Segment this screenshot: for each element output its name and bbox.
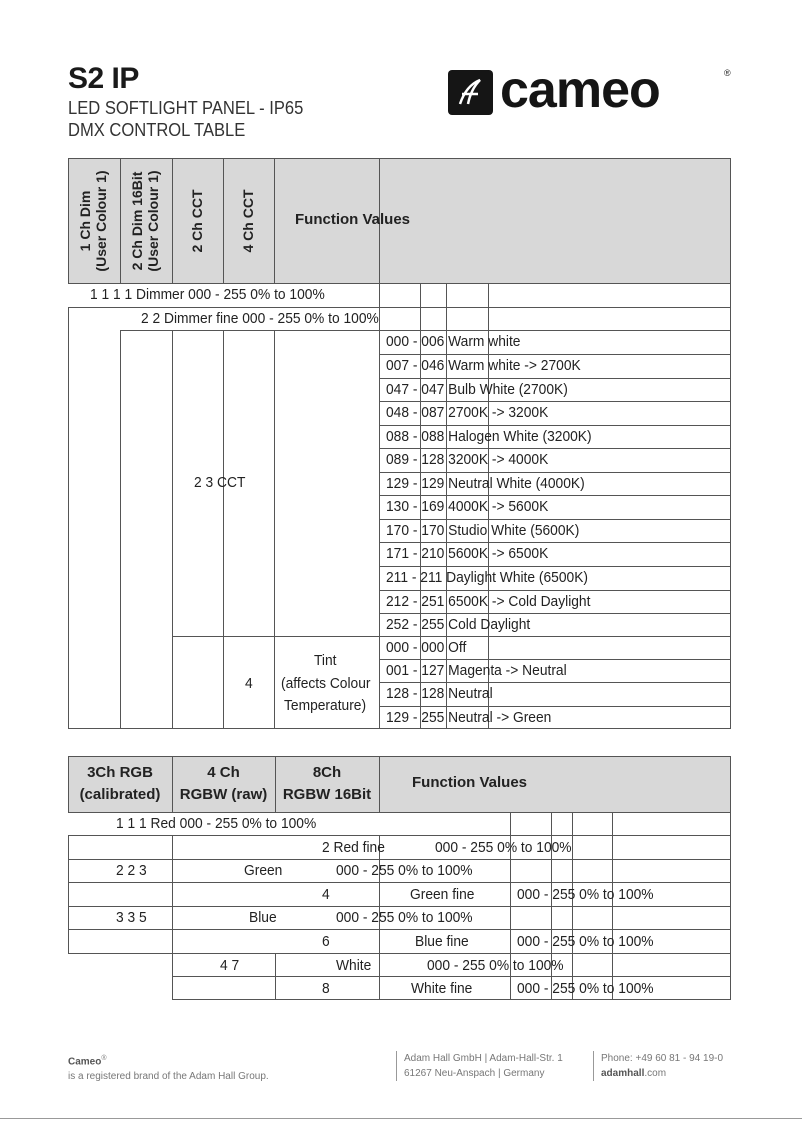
row-green-fine-range: 000 - 255 0% to 100% <box>517 886 654 903</box>
row-blue-range: 000 - 255 0% to 100% <box>336 909 473 926</box>
header-4ch-rgbw: 4 Ch RGBW (raw) <box>179 764 268 803</box>
logo-wordmark: cameo <box>500 61 660 119</box>
cct-value-row: 252 - 255 Cold Daylight <box>386 616 531 633</box>
footer-phone: Phone: +49 60 81 - 94 19-0 <box>601 1053 724 1064</box>
cct-value-row: 212 - 251 6500K -> Cold Daylight <box>386 593 591 610</box>
cct-value-row: 089 - 128 3200K -> 4000K <box>386 451 549 468</box>
cct-value-row: 130 - 169 4000K -> 5600K <box>386 498 549 515</box>
header-2ch-dim-16bit: 2 Ch Dim 16Bit (User Colour 1) <box>129 170 161 272</box>
tint-value-row: 000 - 000 Off <box>386 639 467 656</box>
row-red-fine-channel: 2 Red fine <box>322 839 385 856</box>
row-dimmer-fine: 2 2 Dimmer fine 000 - 255 0% to 100% <box>141 310 379 327</box>
table-subtitle: DMX CONTROL TABLE <box>68 120 246 140</box>
row-green-fine-name: Green fine <box>410 886 475 903</box>
tint-value-row: 129 - 255 Neutral -> Green <box>386 709 552 726</box>
cct-channel-label: 2 3 CCT <box>194 474 246 491</box>
logo-mark-icon <box>448 70 493 115</box>
footer-address-line-2: 61267 Neu-Anspach | Germany <box>404 1068 545 1079</box>
row-red-fine-range: 000 - 255 0% to 100% <box>435 839 572 856</box>
footer-address <box>404 1051 563 1081</box>
footer-brand-reg: ® <box>101 1055 107 1062</box>
row-white-name: White <box>336 957 372 974</box>
footer-website[interactable]: adamhall.com <box>601 1068 667 1079</box>
cct-value-row: 000 - 006 Warm white <box>386 333 521 350</box>
product-subtitle: LED SOFTLIGHT PANEL - IP65 <box>68 98 304 118</box>
row-white-range: 000 - 255 0% to 100% <box>427 957 564 974</box>
cct-value-row: 129 - 129 Neutral White (4000K) <box>386 475 585 492</box>
header-8ch-rgbw-16bit: 8Ch RGBW 16Bit <box>282 764 372 803</box>
row-blue-fine-range: 000 - 255 0% to 100% <box>517 933 654 950</box>
header-4ch-cct: 4 Ch CCT <box>240 189 256 253</box>
header-3ch-rgb: 3Ch RGB (calibrated) <box>79 764 161 803</box>
cct-value-row: 170 - 170 Studio White (5600K) <box>386 522 580 539</box>
header-2ch-cct: 2 Ch CCT <box>189 189 205 253</box>
row-blue-fine-channel: 6 <box>322 933 330 950</box>
row-green-channels: 2 2 3 <box>116 862 147 879</box>
cct-value-row: 211 - 211 Daylight White (6500K) <box>386 569 588 586</box>
row-white-fine-channel: 8 <box>322 980 330 997</box>
tint-label-note-2: Temperature) <box>284 697 367 714</box>
cct-value-row: 171 - 210 5600K -> 6500K <box>386 545 549 562</box>
cct-value-row: 047 - 047 Bulb White (2700K) <box>386 381 568 398</box>
cct-value-row: 007 - 046 Warm white -> 2700K <box>386 357 581 374</box>
cct-value-row: 048 - 087 2700K -> 3200K <box>386 404 549 421</box>
footer-brand-name: Cameo <box>68 1056 102 1068</box>
row-green-fine-channel: 4 <box>322 886 330 903</box>
header-function-values-2: Function Values <box>412 774 528 791</box>
row-white-channels: 4 7 <box>220 957 240 974</box>
row-blue-channels: 3 3 5 <box>116 909 147 926</box>
cct-value-row: 088 - 088 Halogen White (3200K) <box>386 428 592 445</box>
header-function-values: Function Values <box>295 211 411 228</box>
cameo-logo <box>448 61 738 119</box>
tint-value-row: 001 - 127 Magenta -> Neutral <box>386 662 567 679</box>
tint-label-note: (affects Colour <box>281 675 371 692</box>
row-blue-name: Blue <box>249 909 277 926</box>
row-green-name: Green <box>244 862 283 879</box>
tint-label: Tint <box>314 652 337 669</box>
footer-brand <box>68 1051 269 1084</box>
row-red: 1 1 1 Red 000 - 255 0% to 100% <box>116 815 317 832</box>
footer-brand-line: is a registered brand of the Adam Hall Group. <box>68 1071 269 1083</box>
logo-registered-mark: ® <box>724 68 731 78</box>
row-blue-fine-name: Blue fine <box>415 933 469 950</box>
tint-channel-number: 4 <box>245 675 253 692</box>
row-white-fine-range: 000 - 255 0% to 100% <box>517 980 654 997</box>
footer-address-line-1: Adam Hall GmbH | Adam-Hall-Str. 1 <box>404 1053 563 1064</box>
header-1ch-dim: 1 Ch Dim (User Colour 1) <box>77 170 109 272</box>
row-dimmer: 1 1 1 1 Dimmer 000 - 255 0% to 100% <box>90 286 325 303</box>
footer-contact <box>601 1051 723 1081</box>
page-title: S2 IP <box>68 62 139 95</box>
row-white-fine-name: White fine <box>411 980 473 997</box>
row-green-range: 000 - 255 0% to 100% <box>336 862 473 879</box>
tint-value-row: 128 - 128 Neutral <box>386 685 493 702</box>
